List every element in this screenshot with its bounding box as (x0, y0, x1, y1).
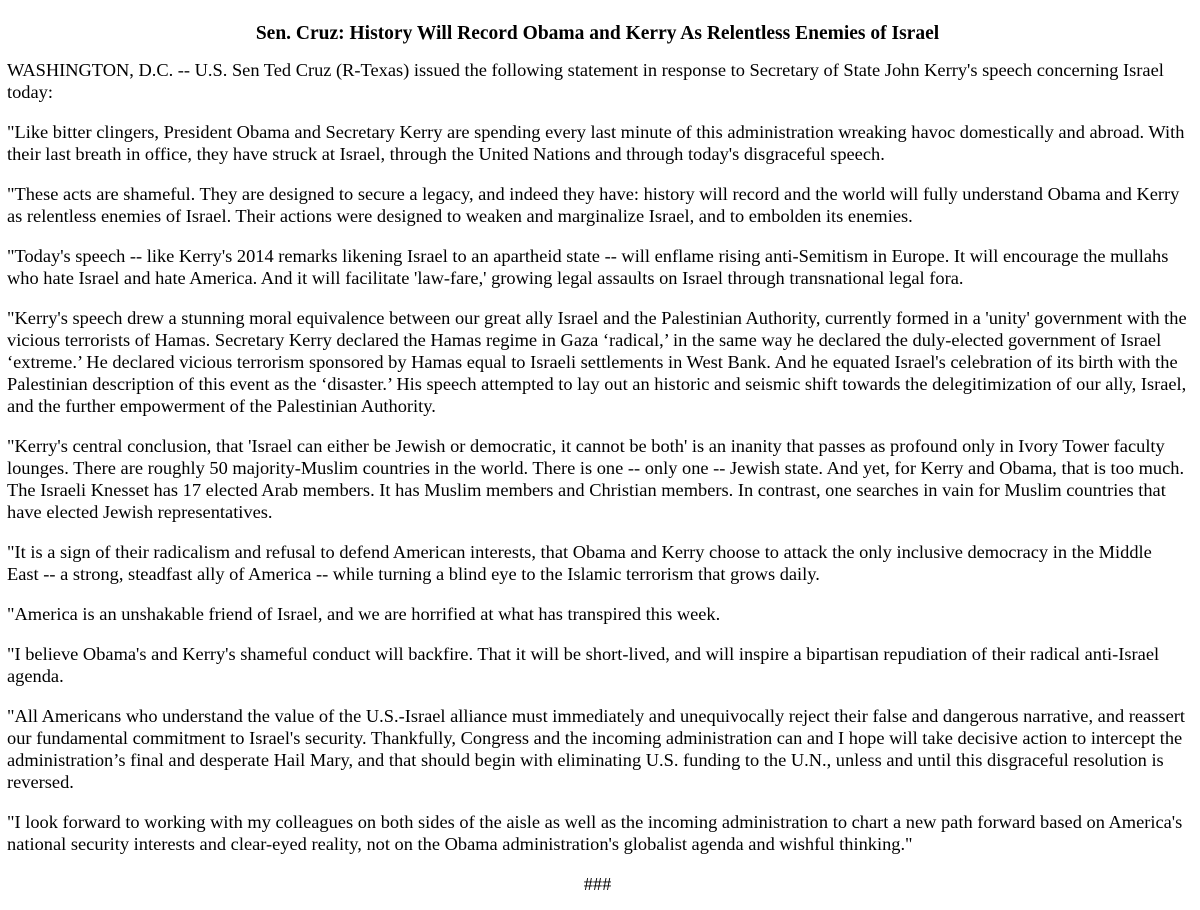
paragraph-moral-equivalence: "Kerry's speech drew a stunning moral equivalence between our great ally Israel and the Palestinian Authority, currently formed in a 'unity' government with the vicious terrorists of Hamas. Secretary Kerry declared the Hamas regime in Gaza ‘radical,’ in the same way he declared the duly-elected government of Israel ‘extreme.’ He declared vicious terrorism sponsored by Hamas equal to Israeli settlements in West Bank. And he equated Israel's celebration of its birth with the Palestinian description of this event as the ‘disaster.’ His speech attempted to lay out an historic and seismic shift towards the delegitimization of our ally, Israel, and the further empowerment of the Palestinian Authority. (7, 308, 1187, 416)
paragraph-radicalism: "It is a sign of their radicalism and refusal to defend American interests, that Obama and Kerry choose to attack the only inclusive democracy in the Middle East -- a strong, steadfast ally of America -- while turning a blind eye to the Islamic terrorism that grows daily. (7, 542, 1152, 584)
paragraph-bitter-clingers: "Like bitter clingers, President Obama and Secretary Kerry are spending every last minute of this administration wreaking havoc domestically and abroad. With their last breath in office, they have struck at Israel, through the United Nations and through today's disgraceful speech. (7, 122, 1185, 164)
paragraph-look-forward: "I look forward to working with my colleagues on both sides of the aisle as well as the incoming administration to chart a new path forward based on America's national security interests and clear-eyed reality, not on the Obama administration's globalist agenda and wishful thinking." (7, 812, 1183, 854)
paragraph-central-conclusion: "Kerry's central conclusion, that 'Israel can either be Jewish or democratic, it cannot be both' is an inanity that passes as profound only in Ivory Tower faculty lounges. There are roughly 50 majority-Muslim countries in the world. There is one -- only one -- Jewish state. And yet, for Kerry and Obama, that is too much. The Israeli Knesset has 17 elected Arab members. It has Muslim members and Christian members. In contrast, one searches in vain for Muslim countries that have elected Jewish representatives. (7, 436, 1185, 522)
paragraph-shameful-acts: "These acts are shameful. They are designed to secure a legacy, and indeed they have: history will record and the world will fully understand Obama and Kerry as relentless enemies of Israel. Their actions were designed to weaken and marginalize Israel, and to embolden its enemies. (7, 184, 1180, 226)
paragraph-all-americans: "All Americans who understand the value of the U.S.-Israel alliance must immediately and unequivocally reject their false and dangerous narrative, and reassert our fundamental commitment to Israel's security. Thankfully, Congress and the incoming administration can and I hope will take decisive action to intercept the administration’s final and desperate Hail Mary, and that should begin with eliminating U.S. funding to the U.N., unless and until this disgraceful resolution is reversed. (7, 706, 1185, 792)
paragraph-dateline: WASHINGTON, D.C. -- U.S. Sen Ted Cruz (R-Texas) issued the following statement in response to Secretary of State John Kerry's speech concerning Israel today: (7, 60, 1164, 102)
paragraph-unshakable-friend: "America is an unshakable friend of Israel, and we are horrified at what has transpired this week. (7, 604, 721, 624)
closing-mark: ### (583, 874, 612, 894)
paragraph-todays-speech: "Today's speech -- like Kerry's 2014 remarks likening Israel to an apartheid state -- will enflame rising anti-Semitism in Europe. It will encourage the mullahs who hate Israel and hate America. And it will facilitate 'law-fare,' growing legal assaults on Israel through transnational legal fora. (7, 246, 1169, 288)
paragraph-backfire: "I believe Obama's and Kerry's shameful conduct will backfire. That it will be short-lived, and will inspire a bipartisan repudiation of their radical anti-Israel agenda. (7, 644, 1160, 686)
page-title: Sen. Cruz: History Will Record Obama and Kerry As Relentless Enemies of Israel (255, 23, 940, 44)
